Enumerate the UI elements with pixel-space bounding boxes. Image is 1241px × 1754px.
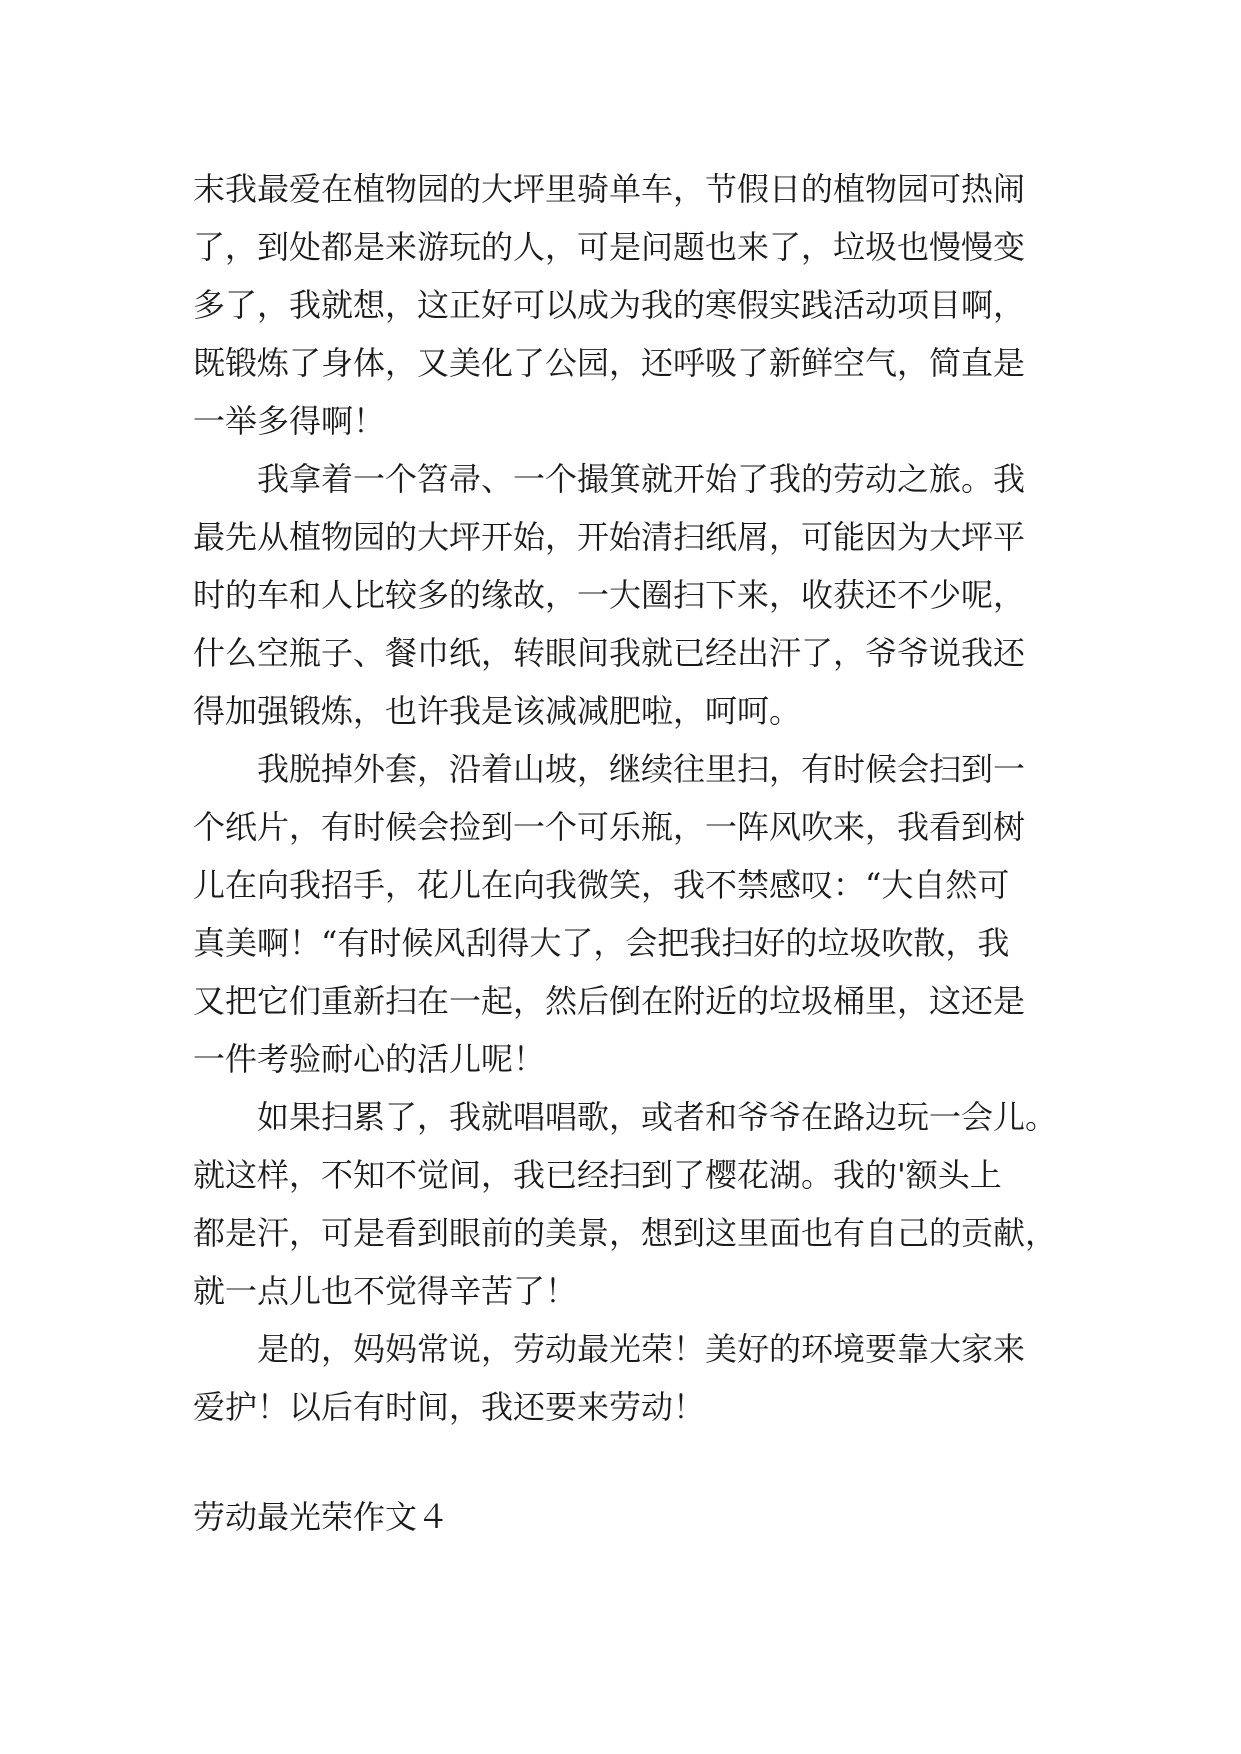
text-line: 时的车和人比较多的缘故，一大圈扫下来，收获还不少呢， [193, 576, 1026, 614]
text-line: 就这样，不知不觉间，我已经扫到了樱花湖。我的'额头上 [193, 1156, 1002, 1194]
text-line: 真美啊！“有时候风刮得大了，会把我扫好的垃圾吹散，我 [193, 924, 1010, 962]
text-line: 既锻炼了身体，又美化了公园，还呼吸了新鲜空气，简直是 [193, 344, 1026, 382]
paragraph-2 [193, 450, 1063, 740]
text-line: 爱护！以后有时间，我还要来劳动！ [193, 1388, 706, 1426]
paragraph-5 [193, 1320, 1063, 1436]
text-line: 是的，妈妈常说，劳动最光荣！美好的环境要靠大家来 [257, 1330, 1026, 1368]
text-line: 什么空瓶子、餐巾纸，转眼间我就已经出汗了，爷爷说我还 [193, 634, 1026, 672]
section-heading: 劳动最光荣作文４ [193, 1498, 450, 1536]
text-line: 最先从植物园的大坪开始，开始清扫纸屑，可能因为大坪平 [193, 518, 1026, 556]
text-line: 个纸片，有时候会捡到一个可乐瓶，一阵风吹来，我看到树 [193, 808, 1026, 846]
text-line: 都是汗，可是看到眼前的美景，想到这里面也有自己的贡献， [193, 1214, 1058, 1252]
paragraph-1 [193, 160, 1063, 450]
text-line: 得加强锻炼，也许我是该减减肥啦，呵呵。 [193, 692, 802, 730]
text-line: 又把它们重新扫在一起，然后倒在附近的垃圾桶里，这还是 [193, 982, 1026, 1020]
text-line: 我脱掉外套，沿着山坡，继续往里扫，有时候会扫到一 [257, 750, 1026, 788]
text-line: 我拿着一个笤帚、一个撮箕就开始了我的劳动之旅。我 [257, 460, 1026, 498]
paragraph-4 [193, 1088, 1063, 1320]
text-line: 就一点儿也不觉得辛苦了！ [193, 1272, 578, 1310]
text-line: 了，到处都是来游玩的人，可是问题也来了，垃圾也慢慢变 [193, 228, 1026, 266]
paragraph-3 [193, 740, 1063, 1088]
text-line: 一件考验耐心的活儿呢！ [193, 1040, 546, 1078]
essay-body [193, 160, 1063, 1436]
text-line: 儿在向我招手，花儿在向我微笑，我不禁感叹：“大自然可 [193, 866, 1010, 904]
text-line: 如果扫累了，我就唱唱歌，或者和爷爷在路边玩一会儿。 [257, 1098, 1058, 1136]
text-line: 多了，我就想，这正好可以成为我的寒假实践活动项目啊， [193, 286, 1026, 324]
text-line: 末我最爱在植物园的大坪里骑单车，节假日的植物园可热闹 [193, 170, 1026, 208]
text-line: 一举多得啊！ [193, 402, 386, 440]
